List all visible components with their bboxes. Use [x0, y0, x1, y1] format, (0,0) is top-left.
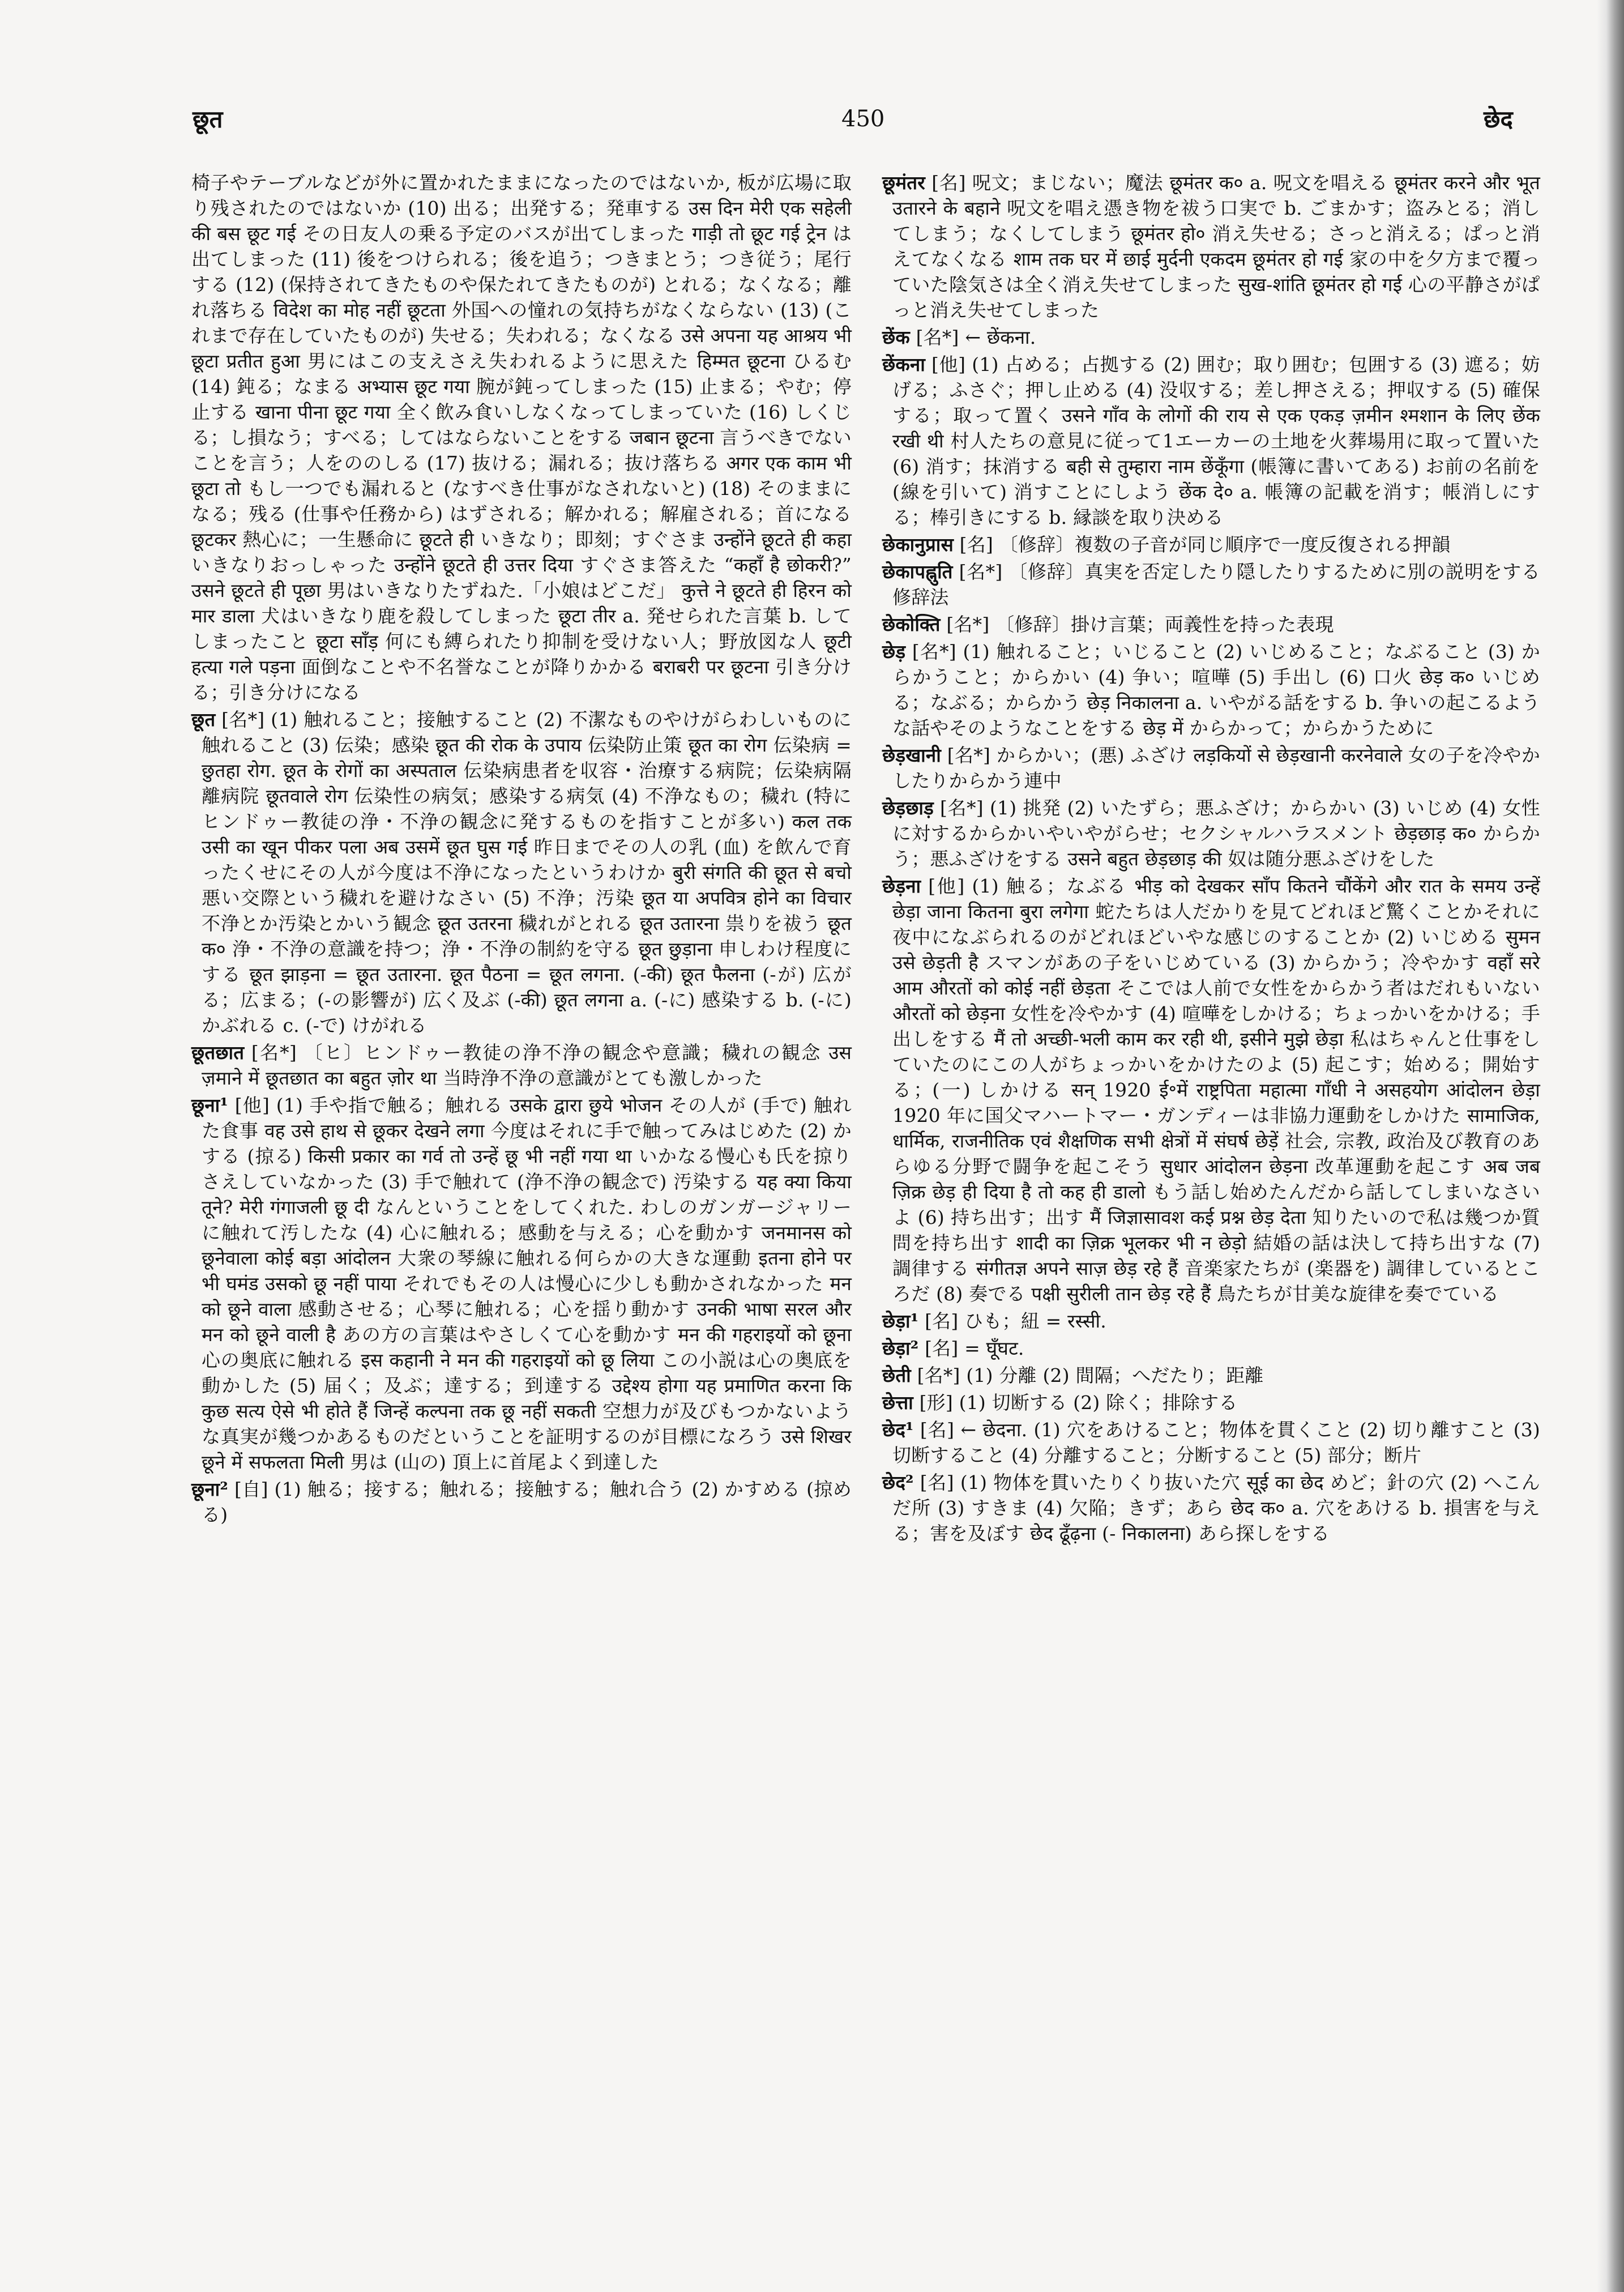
dictionary-entry	[191, 170, 852, 705]
entry-headword: छेद²	[882, 1471, 914, 1493]
entry-headword: छूतछात	[191, 1042, 245, 1064]
dictionary-entry	[191, 1476, 852, 1527]
entry-headword: छूना¹	[191, 1094, 229, 1116]
dictionary-entry	[882, 742, 1540, 793]
entry-body: [名] 〔修辞〕複数の子音が同じ順序で一度反復される押韻	[953, 533, 1451, 556]
dictionary-entry	[882, 612, 1540, 637]
entry-headword: छेद¹	[882, 1419, 914, 1441]
right-column	[882, 170, 1540, 1548]
entry-headword: छेड़ा¹	[882, 1310, 919, 1332]
dictionary-entry	[882, 639, 1540, 741]
entry-headword: छेड़ा²	[882, 1337, 919, 1359]
dictionary-entry	[882, 1390, 1540, 1415]
entry-body: [名*] (1) 挑発 (2) いたずら；悪ふざけ；からかい (3) いじめ (4) 女性に対するからかいやいやがらせ；セクシャルハラスメント छेड़छाड़ क० からかう；悪ふざけをする उसने बहुत छेड़छाड़ की 奴は随分悪ふざけをした	[892, 797, 1540, 870]
dictionary-entry	[882, 873, 1540, 1307]
entry-headword: छेकानुप्रास	[882, 533, 954, 556]
entry-body: [名*] 〔修辞〕掛け言葉；両義性を持った表現	[940, 613, 1334, 635]
entry-headword: छेड़ना	[882, 875, 921, 897]
entry-headword: छेड़	[882, 641, 906, 663]
dictionary-entry	[191, 1092, 852, 1475]
dictionary-entry	[882, 1417, 1540, 1468]
entry-headword: छेड़छाड़	[882, 797, 934, 819]
entry-headword: छेंक	[882, 326, 910, 348]
entry-body: [名] = घूँघट.	[918, 1337, 1024, 1359]
page-number: 450	[841, 106, 885, 132]
entry-body: [名] ひも；紐 = रस्सी.	[918, 1310, 1106, 1332]
running-head-right: छेद	[1484, 105, 1513, 133]
entry-body: [名] (1) 物体を貫いたりくり抜いた穴 सूई का छेद めど；針の穴 (2) へこんだ所 (3) すきま (4) 欠陥；きず；あら छेद क० a. 穴をあける b. 損害を与える；害を及ぼす छेद ढूँढ़ना (- निकालना) あら探しをする	[892, 1471, 1540, 1544]
dictionary-entry	[882, 795, 1540, 872]
entry-headword: छेत्ता	[882, 1392, 913, 1414]
entry-body: [名*] (1) 触れること；接触すること (2) 不潔なものやけがらわしいものに触れること (3) 伝染；感染 छूत की रोक के उपाय 伝染防止策 छूत का रोग 伝染病 = छुतहा रोग. छूत के रोगों का अस्पताल 伝染病患者を収容・治療する病院；伝染病隔離病院 छूतवाले रोग 伝染性の病気；感染する病気 (4) 不浄なもの；穢れ (特にヒンドゥー教徒の浄・不浄の観念に発するものを指すことが多い) कल तक उसी का खून पीकर पला अब उसमें छूत घुस गई 昨日までその人の乳 (血) を飲んで育ったくせにその人が今度は不浄になったというわけか बुरी संगति की छूत से बचो 悪い交際という穢れを避けなさい (5) 不浄；汚染 छूत या अपवित्र होने का विचार 不浄とか汚染とかいう観念 छूत उतरना 穢れがとれる छूत उतारना 祟りを祓う छूत क० 浄・不浄の意識を持つ；浄・不浄の制約を守る छूत छुड़ाना 申しわけ程度にする छूत झाड़ना = छूत उतारना. छूत पैठना = छूत लगना. (-की) छूत फैलना (-が) 広がる；広まる；(-の影響が) 広く及ぶ (-की) छूत लगना a. (-に) 感染する b. (-に) かぶれる c. (-で) けがれる	[202, 708, 852, 1036]
entry-headword: छूमंतर	[882, 172, 925, 194]
entry-body: [名] ← छेदना. (1) 穴をあけること；物体を貫くこと (2) 切り離すこと (3) 切断すること (4) 分離すること；分断すること (5) 部分；断片	[892, 1419, 1540, 1466]
left-column	[191, 170, 852, 1529]
dictionary-entry	[191, 707, 852, 1038]
entry-body: [名*] 〔修辞〕真実を否定したり隠したりするために別の説明をする修辞法	[892, 561, 1540, 608]
running-head-left: छूत	[193, 105, 223, 133]
dictionary-entry	[882, 1363, 1540, 1388]
entry-body: 椅子やテーブルなどが外に置かれたままになったのではないか, 板が広場に取り残されたのではないか (10) 出る；出発する；発車する उस दिन मेरी एक सहेली की बस छूट गई その日友人の乗る予定のバスが出てしまった गाड़ी तो छूट गई ट्रेन は出てしまった (11) 後をつけられる；後を追う；つきまとう；つき従う；尾行する (12) (保持されてきたものや保たれてきたものが) とれる；なくなる；離れ落ちる विदेश का मोह नहीं छूटता 外国への憧れの気持ちがなくならない (13) (これまで存在していたものが) 失せる；失われる；なくなる उसे अपना यह आश्रय भी छूटा प्रतीत हुआ 男にはこの支えさえ失われるように思えた हिम्मत छूटना ひるむ (14) 鈍る；なまる अभ्यास छूट गया 腕が鈍ってしまった (15) 止まる；やむ；停止する खाना पीना छूट गया 全く飲み食いしなくなってしまっていた (16) しくじる；し損なう；すべる；してはならないことをする जबान छूटना 言うべきでないことを言う；人をののしる (17) 抜ける；漏れる；抜け落ちる अगर एक काम भी छूटा तो もし一つでも漏れると (なすべき仕事がなされないと) (18) そのままになる；残る (仕事や任務から) はずされる；解かれる；解雇される；首になる छूटकर 熱心に；一生懸命に छूटते ही いきなり；即刻；すぐさま उन्होंने छूटते ही कहा いきなりおっしゃった उन्होंने छूटते ही उत्तर दिया すぐさま答えた “कहाँ है छोकरी?” उसने छूटते ही पूछा 男はいきなりたずねた.「小娘はどこだ」 कुत्ते ने छूटते ही हिरन को मार डाला 犬はいきなり鹿を殺してしまった छूटा तीर a. 発せられた言葉 b. してしまったこと छूटा साँड़ 何にも縛られたり抑制を受けない人；野放図な人 छूटी हत्या गले पड़ना 面倒なことや不名誉なことが降りかかる बराबरी पर छूटना 引き分ける；引き分けになる	[191, 172, 852, 703]
entry-headword: छेकापह्नुति	[882, 561, 953, 583]
page-edge-shadow	[1597, 0, 1624, 2292]
entry-body: [名*] からかい；(悪) ふざけ लड़कियों से छेड़खानी करनेवाले 女の子を冷やかしたりからかう連中	[892, 744, 1540, 792]
entry-body: [他] (1) 占める；占拠する (2) 囲む；取り囲む；包囲する (3) 遮る；妨げる；ふさぐ；押し止める (4) 没収する；差し押さえる；押収する (5) 確保する；取って置く उसने गाँव के लोगों की राय से एक एकड़ ज़मीन श्मशान के लिए छेंक रखी थी 村人たちの意見に従って1エーカーの土地を火葬場用に取って置いた (6) 消す；抹消する बही से तुम्हारा नाम छेंकूँगा (帳簿に書いてある) お前の名前を (線を引いて) 消すことにしよう छेंक दे० a. 帳簿の記載を消す；帳消しにする；棒引きにする b. 縁談を取り決める	[892, 353, 1540, 528]
entry-body: [名*] ← छेंकना.	[909, 326, 1036, 348]
dictionary-entry	[882, 325, 1540, 350]
dictionary-entry	[882, 1308, 1540, 1334]
entry-body: [名*] 〔ヒ〕ヒンドゥー教徒の浄不浄の観念や意識；穢れの観念 उस ज़माने में छूतछात का बहुत ज़ोर था 当時浄不浄の意識がとても激しかった	[202, 1042, 852, 1089]
entry-body: [他] (1) 触る；なぶる भीड़ को देखकर साँप कितने चौंकेंगे और रात के समय उन्हें छेड़ा जाना कितना बुरा लगेगा 蛇たちは人だかりを見てどれほど驚くことかそれに夜中になぶられるのがどれほどいやな感じのすることか (2) いじめる सुमन उसे छेड़ती है スマンがあの子をいじめている (3) からかう；冷やかす वहाँ सरे आम औरतों को कोई नहीं छेड़ता そこでは人前で女性をからかう者はだれもいない औरतों को छेड़ना 女性を冷やかす (4) 喧嘩をしかける；ちょっかいをかける；手出しをする मैं तो अच्छी-भली काम कर रही थी, इसीने मुझे छेड़ा 私はちゃんと仕事をしていたのにこの人がちょっかいをかけたのよ (5) 起こす；始める；開始する；(一) しかける सन् 1920 ई॰में राष्ट्रपिता महात्मा गाँधी ने असहयोग आंदोलन छेड़ा 1920 年に国父マハートマー・ガンディーは非協力運動をしかけた सामाजिक, धार्मिक, राजनीतिक एवं शैक्षणिक सभी क्षेत्रों में संघर्ष छेड़ें 社会, 宗教, 政治及び教育のあらゆる分野で闘争を起こそう सुधार आंदोलन छेड़ना 改革運動を起こす अब जब ज़िक्र छेड़ ही दिया है तो कह ही डालो もう話し始めたんだから話してしまいなさいよ (6) 持ち出す；出す मैं जिज्ञासावश कई प्रश्न छेड़ देता 知りたいので私は幾つか質問を持ち出す शादी का ज़िक्र भूलकर भी न छेड़ो 結婚の話は決して持ち出すな (7) 調律する संगीतज्ञ अपने साज़ छेड़ रहे हैं 音楽家たちが (楽器を) 調律しているところだ (8) 奏でる पक्षी सुरीली तान छेड़ रहे हैं 鳥たちが甘美な旋律を奏でている	[892, 875, 1540, 1305]
dictionary-entry	[882, 352, 1540, 530]
entry-body: [名*] (1) 分離 (2) 間隔；へだたり；距離	[911, 1364, 1264, 1386]
entry-body: [名] 呪文；まじない；魔法 छूमंतर क० a. 呪文を唱える छूमंतर करने और भूत उतारने के बहाने 呪文を唱え憑き物を祓う口実で b. ごまかす；盗みとる；消してしまう；なくしてしまう छूमंतर हो० 消え失せる；さっと消える；ぱっと消えてなくなる शाम तक घर में छाई मुर्दनी एकदम छूमंतर हो गई 家の中を夕方まで覆っていた陰気さは全く消え失せてしまった सुख-शांति छूमंतर हो गई 心の平静さがぱっと消え失せてしまった	[892, 172, 1540, 321]
entry-body: [名*] (1) 触れること；いじること (2) いじめること；なぶること (3) からかうこと；からかい (4) 争い；喧嘩 (5) 手出し (6) 口火 छेड़ क० いじめる；なぶる；からかう छेड़ निकालना a. いやがる話をする b. 争いの起こるような話やそのようなことをする छेड़ में からかって；からかうために	[892, 641, 1540, 739]
entry-headword: छेड़खानी	[882, 744, 941, 766]
dictionary-entry	[882, 170, 1540, 323]
dictionary-entry	[882, 1470, 1540, 1546]
entry-headword: छेती	[882, 1364, 911, 1386]
entry-body: [自] (1) 触る；接する；触れる；接触する；触れ合う (2) かすめる (掠める)	[202, 1478, 852, 1526]
dictionary-entry	[882, 559, 1540, 610]
dictionary-entry	[191, 1040, 852, 1091]
dictionary-entry	[882, 1335, 1540, 1361]
entry-headword: छेंकना	[882, 353, 925, 375]
entry-body: [形] (1) 切断する (2) 除く；排除する	[913, 1392, 1238, 1414]
entry-headword: छूत	[191, 708, 216, 731]
dictionary-entry	[882, 532, 1540, 557]
entry-headword: छेकोक्ति	[882, 613, 941, 635]
entry-headword: छूना²	[191, 1478, 229, 1500]
entry-body: [他] (1) 手や指で触る；触れる उसके द्वारा छुये भोजन その人が (手で) 触れた食事 वह उसे हाथ से छूकर देखने लगा 今度はそれに手で触ってみはじめた (2) かする (掠る) किसी प्रकार का गर्व तो उन्हें छू भी नहीं गया था いかなる慢心も氏を掠りさえしていなかった (3) 手で触れて (浄不浄の観念で) 汚染する यह क्या किया तूने? मेरी गंगाजली छू दी なんということをしてくれた. わしのガンガージャリーに触れて汚したな (4) 心に触れる；感動を与える；心を動かす जनमानस को छूनेवाला कोई बड़ा आंदोलन 大衆の琴線に触れる何らかの大きな運動 इतना होने पर भी घमंड उसको छू नहीं पाया それでもその人は慢心に少しも動かされなかった मन को छूने वाला 感動させる；心琴に触れる；心を揺り動かす उनकी भाषा सरल और मन को छूने वाली है あの方の言葉はやさしくて心を動かす मन की गहराइयों को छूना 心の奥底に触れる इस कहानी ने मन की गहराइयों को छू लिया この小説は心の奥底を動かした (5) 届く；及ぶ；達する；到達する उद्देश्य होगा यह प्रमाणित करना कि कुछ सत्य ऐसे भी होते हैं जिन्हें कल्पना तक छू नहीं सकती 空想力が及びもつかないような真実が幾つかあるものだということを証明するのが目標になろう उसे शिखर छूने में सफलता मिली 男は (山の) 頂上に首尾よく到達した	[202, 1094, 852, 1473]
